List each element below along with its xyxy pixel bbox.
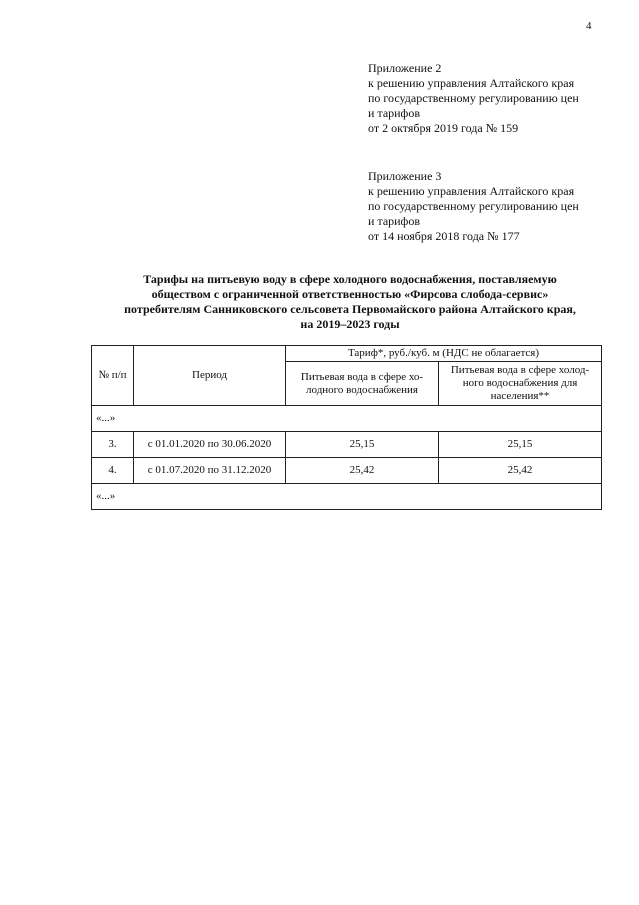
- title-line: на 2019–2023 годы: [300, 317, 400, 331]
- document-title: [60, 272, 639, 332]
- row-number: 4.: [92, 458, 134, 484]
- header-text-line: Питьевая вода в сфере холод-: [450, 364, 590, 376]
- title-line: Тарифы на питьевую воду в сфере холодного водоснабжения, поставляемую: [143, 272, 557, 286]
- row-number: 3.: [92, 432, 134, 458]
- appendix-3-line: и тарифов: [368, 214, 421, 228]
- appendix-2-line: от 2 октября 2019 года № 159: [368, 121, 519, 135]
- header-tariff-group: Тариф*, руб./куб. м (НДС не облагается): [286, 346, 602, 362]
- header-tariff-population: [439, 362, 602, 406]
- row-period: с 01.01.2020 по 30.06.2020: [134, 432, 286, 458]
- appendix-2-line: по государственному регулированию цен: [368, 91, 579, 105]
- appendix-2-line: к решению управления Алтайского края: [368, 76, 575, 90]
- appendix-2-line: Приложение 2: [368, 61, 442, 75]
- appendix-3-header: [368, 169, 618, 244]
- header-text-line: лодного водоснабжения: [306, 383, 418, 396]
- appendix-3-line: к решению управления Алтайского края: [368, 184, 575, 198]
- row-tariff-drinking-water: 25,42: [286, 458, 439, 484]
- table-row: [92, 458, 602, 484]
- title-line: потребителям Санниковского сельсовета Первомайского района Алтайского края,: [124, 302, 576, 316]
- appendix-3-line: Приложение 3: [368, 169, 442, 183]
- appendix-3-line: от 14 ноября 2018 года № 177: [368, 229, 520, 243]
- row-period: с 01.07.2020 по 31.12.2020: [134, 458, 286, 484]
- appendix-3-line: по государственному регулированию цен: [368, 199, 579, 213]
- table-row-ellipsis: [92, 406, 602, 432]
- header-period: Период: [134, 346, 286, 406]
- row-tariff-population: 25,15: [439, 432, 602, 458]
- header-tariff-drinking-water: [286, 362, 439, 406]
- row-tariff-population: 25,42: [439, 458, 602, 484]
- header-text-line: ного водоснабжения для: [462, 377, 578, 389]
- title-line: обществом с ограниченной ответственностью «Фирсова слобода-сервис»: [151, 287, 549, 301]
- table-row: [92, 432, 602, 458]
- appendix-2-line: и тарифов: [368, 106, 421, 120]
- table-header-row: [92, 346, 602, 362]
- header-number: № п/п: [92, 346, 134, 406]
- appendix-2-header: [368, 61, 618, 136]
- header-text-line: Питьевая вода в сфере хо-: [300, 370, 424, 383]
- table-row-ellipsis: [92, 484, 602, 510]
- ellipsis-cell: «...»: [92, 406, 602, 432]
- page-number: 4: [586, 20, 592, 32]
- header-text-line: населения**: [490, 390, 550, 402]
- tariff-table: [91, 345, 602, 510]
- ellipsis-cell: «...»: [92, 484, 602, 510]
- row-tariff-drinking-water: 25,15: [286, 432, 439, 458]
